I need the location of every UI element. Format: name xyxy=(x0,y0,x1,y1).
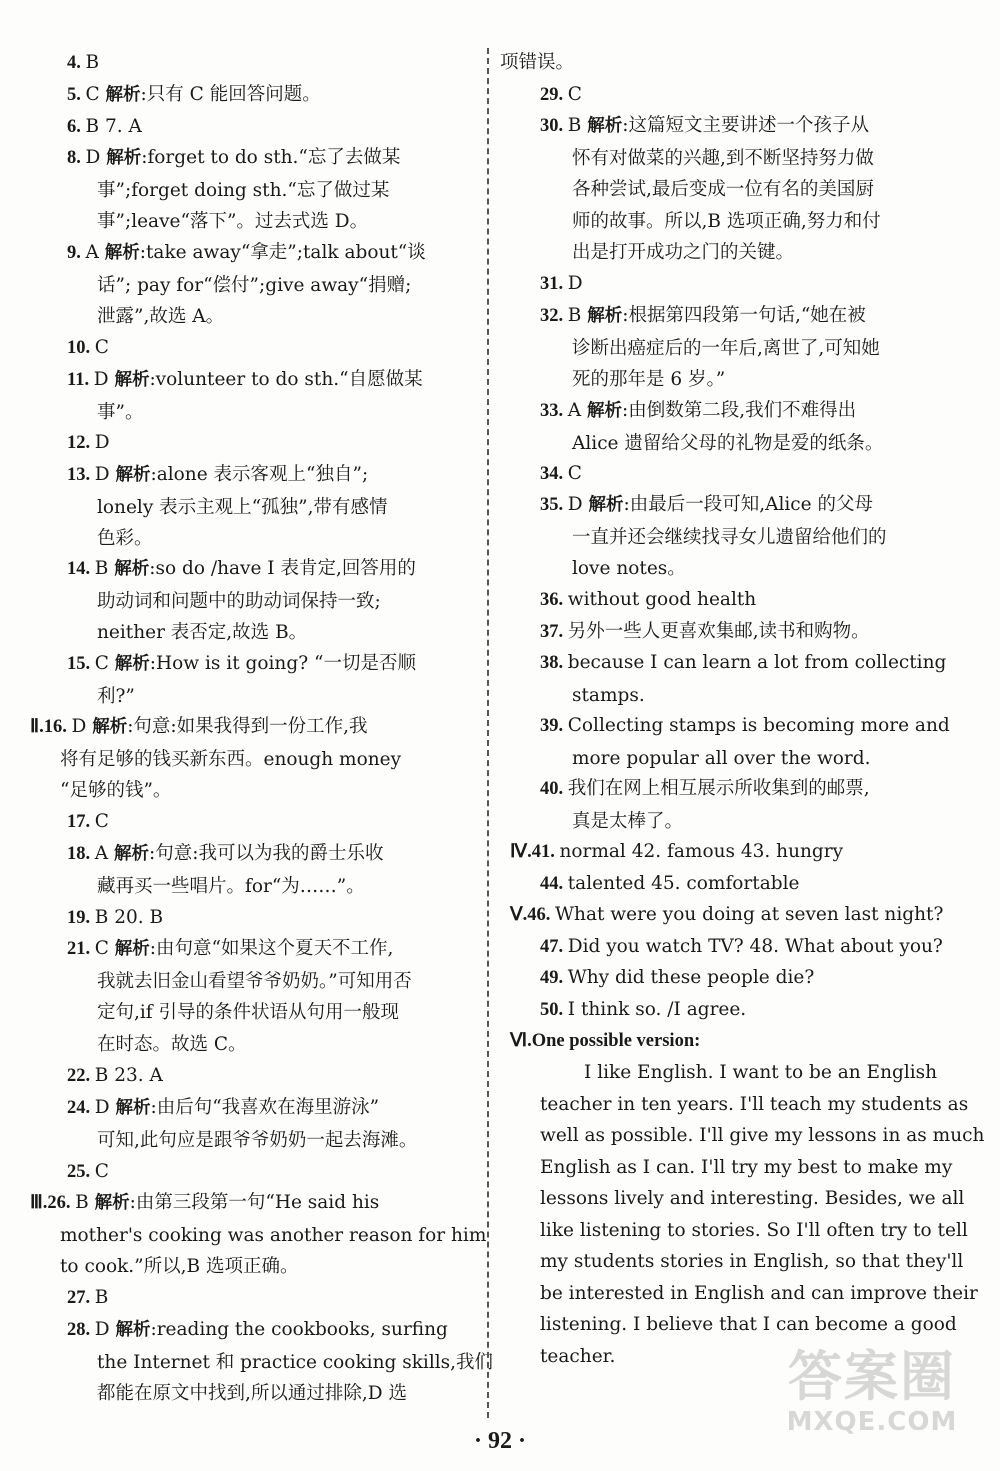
answer-line: 另外一些人更喜欢集邮,读书和购物。 xyxy=(567,621,870,642)
answer-line: love notes。 xyxy=(572,558,686,579)
answer-line: D 解析:句意:如果我得到一份工作,我 xyxy=(71,716,368,737)
answer-line: I think so. /I agree. xyxy=(567,999,747,1020)
answer-item-q24 xyxy=(67,1092,417,1156)
question-number: 4. xyxy=(67,53,86,73)
question-number: 37. xyxy=(540,622,568,642)
answer-line: lonely 表示主观上“孤独”,带有感情 xyxy=(97,496,388,518)
answer-line: 利?” xyxy=(97,685,135,707)
answer-line: C xyxy=(567,84,582,105)
answer-item-q32 xyxy=(540,300,880,396)
analysis-label: 解析 xyxy=(588,495,624,515)
question-number: 44. xyxy=(540,874,568,894)
answer-line: 事”;leave“落下”。过去式选 D。 xyxy=(97,211,369,232)
answer-line: C xyxy=(94,337,109,358)
answer-line: D 解析:由最后一段可知,Alice 的父母 xyxy=(567,494,873,515)
answer-line: One possible version: xyxy=(531,1031,701,1051)
answer-line: C 解析:只有 C 能回答问题。 xyxy=(85,84,321,105)
answer-line: 话”; pay for“偿付”;give away“捐赠; xyxy=(97,274,412,296)
answer-line: 可知,此句应是跟爷爷奶奶一起去海滩。 xyxy=(97,1129,418,1151)
answer-item-q38 xyxy=(540,647,946,711)
answer-item-q46 xyxy=(510,899,943,932)
analysis-label: 解析 xyxy=(104,243,140,263)
answer-item-q49 xyxy=(540,962,814,995)
essay-line: teacher in ten years. I'll teach my students as xyxy=(540,1093,969,1115)
essay-line: be interested in English and can improve their xyxy=(540,1282,978,1304)
answer-line: B 解析:so do /have I 表肯定,回答用的 xyxy=(94,558,416,579)
essay-line: teacher. xyxy=(540,1345,616,1367)
answer-line: D 解析:alone 表示客观上“独自”; xyxy=(94,464,369,485)
analysis-label: 解析 xyxy=(114,654,150,674)
answer-item-q4 xyxy=(67,47,99,80)
answer-line: D xyxy=(567,273,583,294)
answer-line: B xyxy=(94,1287,109,1308)
answer-item-q21 xyxy=(67,933,412,1060)
question-number: 28. xyxy=(67,1320,95,1340)
answer-line: to cook.”所以,B 选项正确。 xyxy=(60,1256,299,1277)
analysis-label: 解析 xyxy=(115,1320,151,1340)
answer-item-q41 xyxy=(510,836,843,869)
answer-item-q6h xyxy=(510,1025,700,1058)
answer-line: 项错误。 xyxy=(500,52,575,73)
question-number: 35. xyxy=(540,495,568,515)
watermark-text: 答案圈 xyxy=(788,1345,956,1408)
question-number: 40. xyxy=(540,779,568,799)
question-number: 39. xyxy=(540,716,568,736)
answer-line: B 23. A xyxy=(94,1065,163,1086)
answer-item-q10 xyxy=(67,332,109,365)
answer-line: 在时态。故选 C。 xyxy=(97,1033,247,1055)
answer-line: 定句,if 引导的条件状语从句用一般现 xyxy=(97,1002,400,1023)
answer-item-q29 xyxy=(540,79,582,112)
analysis-label: 解析 xyxy=(106,148,142,168)
answer-item-q44 xyxy=(540,868,799,901)
answer-line: “足够的钱”。 xyxy=(60,780,172,801)
answer-item-q27 xyxy=(67,1282,108,1315)
essay-line: well as possible. I'll give my lessons in as much xyxy=(540,1125,985,1146)
answer-line: 师的故事。所以,B 选项正确,努力和付 xyxy=(572,210,881,232)
answer-item-q11 xyxy=(67,364,423,428)
essay-line: I like English. I want to be an English xyxy=(584,1062,938,1083)
question-number: 41. xyxy=(531,842,560,862)
answer-line: B 解析:根据第四段第一句话,“她在被 xyxy=(567,305,866,326)
page-number: · 92 · xyxy=(473,1428,526,1454)
question-number: 17. xyxy=(67,812,95,832)
answer-item-q22 xyxy=(67,1060,163,1093)
answer-item-q33 xyxy=(540,395,883,459)
answer-item-q12 xyxy=(67,427,110,460)
question-number: 25. xyxy=(67,1162,95,1182)
answer-item-q34 xyxy=(540,458,582,491)
answer-line: C 解析:How is it going? “一切是否顺 xyxy=(94,653,416,674)
question-number: 21. xyxy=(67,939,95,959)
answer-line: D xyxy=(94,432,110,453)
answer-item-q31 xyxy=(540,268,583,301)
answer-line: D 解析:volunteer to do sth.“自愿做某 xyxy=(93,369,423,390)
question-number: 32. xyxy=(540,306,568,326)
answer-line: 死的那年是 6 岁。” xyxy=(572,369,726,390)
question-number: 47. xyxy=(540,937,568,957)
answer-item-essay xyxy=(540,1057,984,1372)
answer-item-q9 xyxy=(67,237,426,333)
answer-item-q19 xyxy=(67,902,163,935)
answer-line: 事”;forget doing sth.“忘了做过某 xyxy=(97,179,390,201)
essay-line: my students stories in English, so that they'll xyxy=(540,1251,964,1272)
answer-item-q28 xyxy=(67,1314,493,1410)
answer-line: 一直并还会继续找寻女儿遗留给他们的 xyxy=(572,526,887,548)
answer-line: 事”。 xyxy=(97,401,144,423)
answer-item-q36 xyxy=(540,584,756,617)
answer-item-q6 xyxy=(67,111,142,144)
question-number: 46. xyxy=(527,905,556,925)
question-number: 36. xyxy=(540,590,568,610)
question-number: 29. xyxy=(540,85,568,105)
answer-item-q50 xyxy=(540,994,746,1027)
answer-line: Alice 遗留给父母的礼物是爱的纸条。 xyxy=(572,432,884,454)
analysis-label: 解析 xyxy=(587,116,623,136)
analysis-label: 解析 xyxy=(587,401,622,421)
answer-item-q14 xyxy=(67,553,416,649)
analysis-label: 解析 xyxy=(114,844,149,864)
question-number: 5. xyxy=(67,85,86,105)
answer-line: mother's cooking was another reason for him xyxy=(60,1224,487,1246)
answer-line: Collecting stamps is becoming more and xyxy=(567,715,950,736)
answer-item-q15 xyxy=(67,648,416,712)
analysis-label: 解析 xyxy=(115,1098,151,1118)
question-number: 33. xyxy=(540,401,568,421)
question-number: 15. xyxy=(67,654,95,674)
answer-item-q8 xyxy=(67,142,400,238)
question-number: 18. xyxy=(67,844,95,864)
answer-line: 将有足够的钱买新东西。enough money xyxy=(60,748,402,770)
answer-line: 色彩。 xyxy=(97,528,153,549)
answer-line: Did you watch TV? 48. What about you? xyxy=(567,936,943,957)
analysis-label: 解析 xyxy=(94,1193,130,1213)
watermark-url: MXQE.COM xyxy=(786,1407,958,1437)
answer-line: A 解析:由倒数第二段,我们不难得出 xyxy=(567,400,857,421)
answer-line: D 解析:由后句“我喜欢在海里游泳” xyxy=(94,1097,380,1118)
analysis-label: 解析 xyxy=(105,85,141,105)
analysis-label: 解析 xyxy=(587,306,623,326)
answer-line: 各种尝试,最后变成一位有名的美国厨 xyxy=(572,179,874,200)
answer-item-q28c xyxy=(500,47,574,79)
question-number: 22. xyxy=(67,1066,95,1086)
essay-line: like listening to stories. So I'll often try to tell xyxy=(540,1219,968,1241)
section-numeral: Ⅲ. xyxy=(30,1193,48,1213)
section-numeral: Ⅱ. xyxy=(30,717,44,737)
watermark-logo xyxy=(762,1347,982,1457)
answer-line: D 解析:reading the cookbooks, surfing xyxy=(94,1319,448,1340)
answer-line: C xyxy=(94,1161,109,1182)
answer-line: B 解析:这篇短文主要讲述一个孩子从 xyxy=(567,115,869,136)
essay-line: English as I can. I'll try my best to make my xyxy=(540,1156,953,1178)
question-number: 12. xyxy=(67,433,95,453)
answer-line: 真是太棒了。 xyxy=(572,810,684,832)
answer-line: 我们在网上相互展示所收集到的邮票, xyxy=(567,778,870,799)
question-number: 13. xyxy=(67,465,95,485)
answer-line: 泄露”,故选 A。 xyxy=(97,306,225,327)
question-number: 31. xyxy=(540,274,568,294)
column-divider xyxy=(487,48,489,1418)
section-numeral: Ⅴ. xyxy=(510,905,528,925)
essay-line: lessons lively and interesting. Besides, we all xyxy=(540,1188,965,1209)
answer-item-q16 xyxy=(30,711,401,807)
question-number: 26. xyxy=(47,1193,76,1213)
answer-line: stamps. xyxy=(572,684,645,706)
answer-item-q40 xyxy=(540,773,870,837)
question-number: 24. xyxy=(67,1098,95,1118)
answer-item-q5 xyxy=(67,79,321,112)
section-numeral: Ⅵ. xyxy=(510,1031,532,1051)
question-number: 50. xyxy=(540,1000,568,1020)
answer-item-q35 xyxy=(540,489,887,585)
answer-line: B 解析:由第三段第一句“He said his xyxy=(75,1192,380,1213)
question-number: 16. xyxy=(43,717,72,737)
analysis-label: 解析 xyxy=(92,717,128,737)
answer-line: 都能在原文中找到,所以通过排除,D 选 xyxy=(97,1383,407,1404)
answer-item-q18 xyxy=(67,838,383,902)
question-number: 49. xyxy=(540,968,568,988)
answer-line: C xyxy=(94,811,109,832)
essay-line: listening. I believe that I can become a good xyxy=(540,1314,957,1335)
answer-item-q39 xyxy=(540,710,950,774)
answer-item-q30 xyxy=(540,110,881,269)
answer-item-q37 xyxy=(540,616,870,649)
question-number: 14. xyxy=(67,559,95,579)
answer-line: 诊断出癌症后的一年后,离世了,可知她 xyxy=(572,337,880,359)
answer-line: D 解析:forget to do sth.“忘了去做某 xyxy=(85,147,401,168)
analysis-label: 解析 xyxy=(114,939,150,959)
question-number: 8. xyxy=(67,148,86,168)
question-number: 38. xyxy=(540,653,568,673)
analysis-label: 解析 xyxy=(114,370,150,390)
question-number: 9. xyxy=(67,243,86,263)
answer-line: more popular all over the word. xyxy=(572,747,871,769)
answer-line: B 20. B xyxy=(94,907,164,928)
analysis-label: 解析 xyxy=(114,559,150,579)
answer-item-q17 xyxy=(67,806,109,839)
answer-line: B 7. A xyxy=(85,116,142,137)
answer-line: neither 表否定,故选 B。 xyxy=(97,622,308,643)
answer-line: 出是打开成功之门的关键。 xyxy=(572,242,795,263)
answer-line: normal 42. famous 43. hungry xyxy=(559,841,844,862)
answer-line: C xyxy=(567,463,582,484)
answer-line: 怀有对做菜的兴趣,到不断坚持努力做 xyxy=(572,147,874,169)
answer-line: 助动词和问题中的助动词保持一致; xyxy=(97,590,381,612)
answer-line: A 解析:句意:我可以为我的爵士乐收 xyxy=(94,843,384,864)
question-number: 30. xyxy=(540,116,568,136)
answer-line: Why did these people die? xyxy=(567,967,815,988)
answer-line: because I can learn a lot from collecting xyxy=(567,652,947,673)
answer-line: C 解析:由句意“如果这个夏天不工作, xyxy=(94,938,394,959)
question-number: 19. xyxy=(67,908,95,928)
answer-line: 藏再买一些唱片。for“为……”。 xyxy=(97,875,365,897)
question-number: 10. xyxy=(67,338,95,358)
question-number: 6. xyxy=(67,117,86,137)
answer-item-q26 xyxy=(30,1187,486,1283)
answer-line: A 解析:take away“拿走”;talk about“谈 xyxy=(85,242,426,263)
question-number: 11. xyxy=(67,370,94,390)
answer-item-q47 xyxy=(540,931,943,964)
answer-line: without good health xyxy=(567,589,757,610)
analysis-label: 解析 xyxy=(115,465,151,485)
answer-line: talented 45. comfortable xyxy=(567,873,800,894)
answer-item-q13 xyxy=(67,459,387,555)
answer-line: B xyxy=(85,52,100,73)
question-number: 34. xyxy=(540,464,568,484)
answer-item-q25 xyxy=(67,1156,109,1189)
answer-line: What were you doing at seven last night? xyxy=(555,904,944,925)
answer-line: 我就去旧金山看望爷爷奶奶。”可知用否 xyxy=(97,970,412,992)
question-number: 27. xyxy=(67,1288,95,1308)
section-numeral: Ⅳ. xyxy=(510,842,532,862)
answer-line: the Internet 和 practice cooking skills,我们 xyxy=(97,1351,494,1373)
